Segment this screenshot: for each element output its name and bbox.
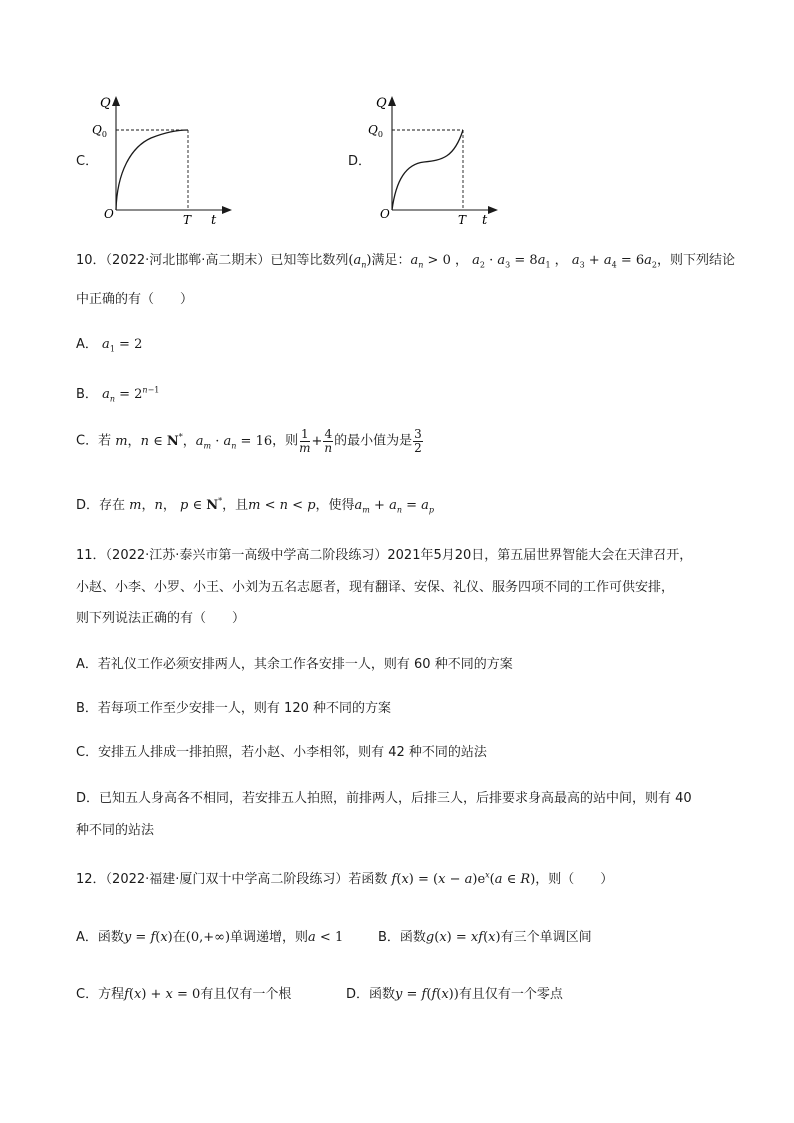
q11-option-d-line1: D．已知五人身高各不相同，若安排五人拍照，前排两人，后排三人，后排要求身高最高的站中间，则有 40: [76, 791, 692, 806]
q10-option-a: [76, 333, 142, 352]
q10-option-d-c: ，使得: [315, 498, 355, 513]
q12-function: $f(x) = (x - a)e^x(a$ ∈ R): [391, 870, 536, 887]
q10-option-c-label: C．若: [76, 433, 112, 449]
q12-option-a-expr: y = f(x)在(0,+∞): [123, 930, 231, 945]
graph-d-axis-y-label: Q: [376, 96, 387, 111]
q12-option-c-expr: f(x) + x = 0: [124, 987, 201, 1002]
graph-c-level-label: $Q_0$: [92, 123, 107, 139]
graph-c-axis-x-label: t: [211, 213, 217, 224]
q10-stem: [76, 249, 735, 268]
q12-option-c-text: 有且仅有一个根: [200, 987, 292, 1002]
q10-option-d: [76, 494, 434, 513]
q12-option-c-label: C．方程: [76, 987, 125, 1002]
q10-option-c-expr: $\frac{1}{m}$ + $\frac{4}{n}$: [299, 427, 333, 455]
q10-seq-expr: $(a_n)$: [348, 253, 372, 270]
q10-stem-line2: 中正确的有（ ）: [76, 292, 194, 307]
q10-option-c-min: $\frac{3}{2}$: [414, 427, 422, 455]
q10-option-a-label: A．: [76, 337, 98, 352]
q12-option-d: [346, 983, 563, 1002]
q12-option-b-text: 有三个单调区间: [500, 930, 592, 945]
q10-option-d-expr: $a_m + a_n = a_p$: [354, 498, 435, 515]
q11-option-a: A．若礼仪工作必须安排两人，其余工作各安排一人，则有 60 种不同的方案: [76, 657, 513, 672]
q12-stem: [76, 868, 613, 887]
q12-option-b-expr: g(x) = xf(x): [425, 930, 501, 945]
q10-option-c: [76, 428, 424, 454]
option-c-label: C．: [76, 154, 99, 169]
q11-stem-line2: 小赵、小李、小罗、小王、小刘为五名志愿者，现有翻译、安保、礼仪、服务四项不同的工作可供安排，: [76, 580, 675, 595]
option-d-label: D．: [348, 154, 372, 169]
graph-c-t-mark-label: T: [183, 213, 192, 224]
graph-d-curve: [392, 130, 463, 210]
graph-c-x-arrow: [222, 206, 232, 214]
graph-d-y-arrow: [388, 96, 396, 106]
q11-stem-line1: 11．（2022·江苏·泰兴市第一高级中学高二阶段练习）2021年5月20日，第五届世界智能大会在天津召开，: [76, 548, 693, 563]
q11-option-d-line2: 种不同的站法: [76, 823, 155, 838]
q10-option-c-b: ，则: [272, 433, 299, 449]
graph-d-axis-x-label: t: [482, 213, 488, 224]
graph-d: [364, 92, 514, 224]
graph-c-axis-y-label: Q: [100, 96, 111, 111]
q12-option-d-text: 有且仅有一个零点: [458, 987, 563, 1002]
q10-option-a-expr: $a_1 = 2$: [102, 337, 143, 354]
graph-d-x-arrow: [488, 206, 498, 214]
q10-option-d-b: ，且: [222, 498, 249, 513]
graph-c-y-arrow: [112, 96, 120, 106]
q10-option-b-expr: $a_n = 2^{n-1}$: [102, 385, 160, 404]
q10-option-c-c: 的最小值为是: [334, 433, 413, 449]
q10-option-d-vars: m，n， p ∈ N*: [129, 496, 223, 513]
q11-option-b: B．若每项工作至少安排一人，则有 120 种不同的方案: [76, 701, 391, 716]
graph-d-level-label: $Q_0$: [368, 123, 383, 139]
q12-option-c: [76, 983, 291, 1002]
graph-c-origin-label: O: [104, 207, 114, 221]
q10-option-d-order: m < n < p: [248, 498, 316, 513]
graph-c-curve: [116, 130, 188, 210]
q10-stem-b: 满足：: [371, 253, 411, 268]
q12-option-a-cond: a < 1: [308, 930, 344, 945]
q10-option-b-label: B．: [76, 387, 98, 402]
q10-option-c-vars: m，n ∈ N*，$a_m \cdot a_n = 16$: [115, 432, 273, 451]
q12-option-b-label: B．函数: [378, 930, 426, 945]
q11-option-c: C．安排五人排成一排拍照，若小赵、小李相邻，则有 42 种不同的站法: [76, 745, 487, 760]
q12-option-d-label: D．函数: [346, 987, 396, 1002]
q12-stem-b: ，则（ ）: [535, 872, 614, 887]
q12-option-b: [378, 926, 592, 945]
q12-option-d-expr: y = f(f(x)): [395, 987, 459, 1002]
graph-d-origin-label: O: [380, 207, 390, 221]
graph-d-t-mark-label: T: [458, 213, 467, 224]
q12-stem-a: 12．（2022·福建·厦门双十中学高二阶段练习）若函数: [76, 872, 388, 887]
q10-option-d-label: D．存在: [76, 498, 126, 513]
q11-stem-line3: 则下列说法正确的有（ ）: [76, 611, 246, 626]
q10-stem-c: ，则下列结论: [657, 253, 736, 268]
q10-stem-a: 10．（2022·河北邯郸·高二期末）已知等比数列: [76, 253, 349, 268]
q10-option-b: [76, 383, 159, 402]
q10-conditions: $a_n > 0$ ， $a_2 \cdot a_3 = 8a_1$ ， $a_3 + a_4 = 6a_2$: [410, 253, 657, 270]
graph-c: [86, 92, 236, 224]
q12-option-a: [76, 926, 343, 945]
q12-option-a-label: A．函数: [76, 930, 124, 945]
q12-option-a-text: 单调递增，则: [230, 930, 309, 945]
